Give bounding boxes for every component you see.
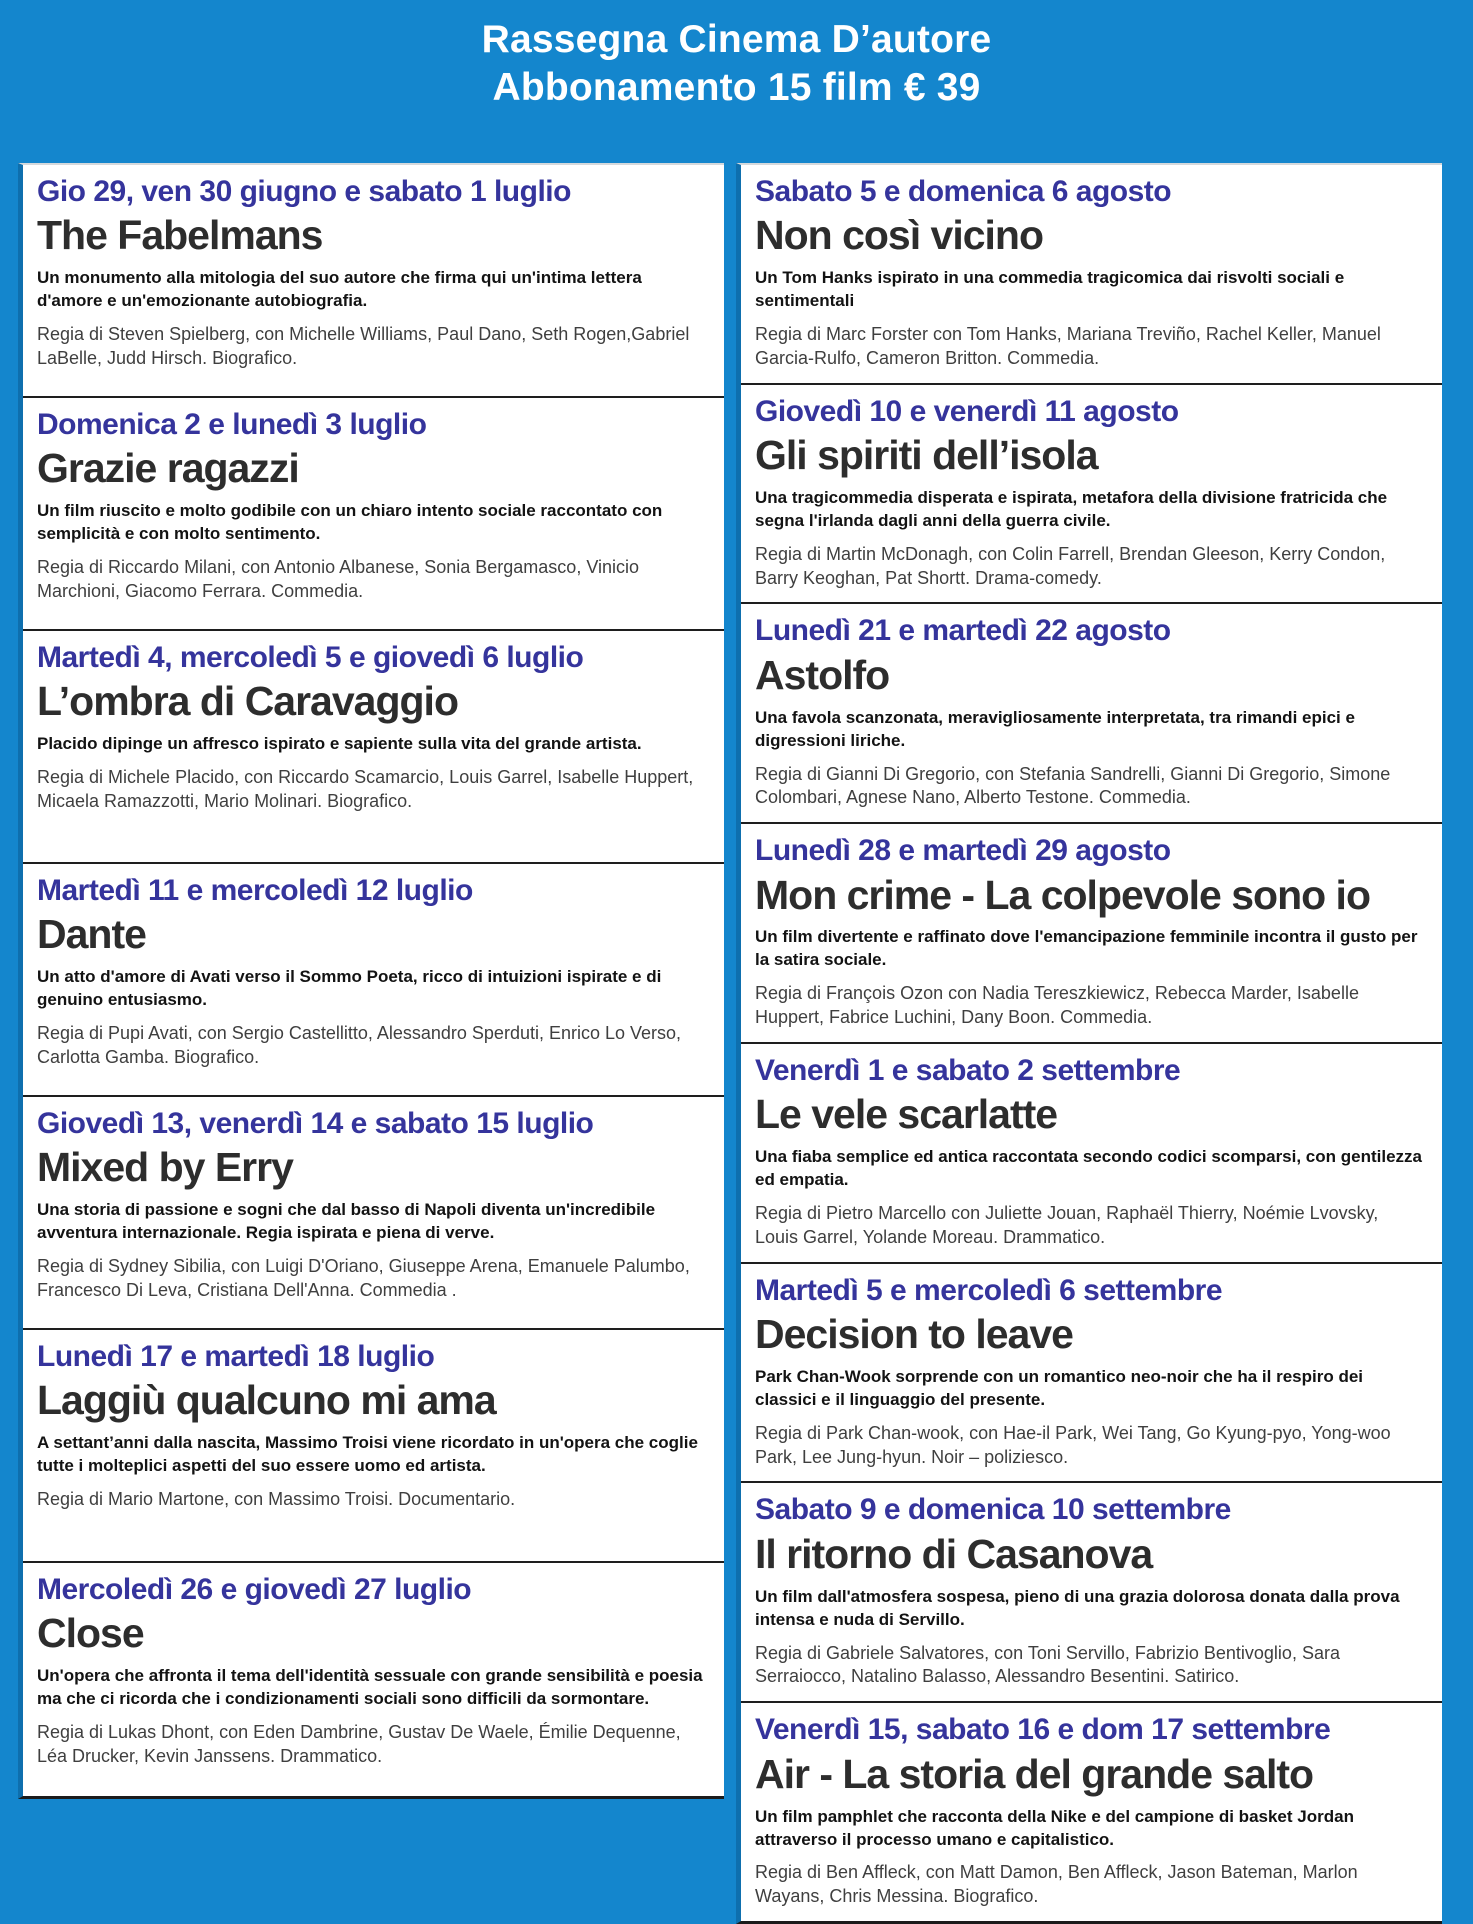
- film-description: Un film dall'atmosfera sospesa, pieno di una grazia dolorosa donata dalla prova intensa e nuda di Servillo.: [755, 1586, 1400, 1629]
- film-date-heading: Lunedì 17 e martedì 18 luglio: [37, 1339, 435, 1373]
- film-description: Una fiaba semplice ed antica raccontata secondo codici scomparsi, con gentilezza ed empatia.: [755, 1147, 1422, 1190]
- film-card: [23, 1563, 724, 1796]
- film-date-heading: Sabato 5 e domenica 6 agosto: [755, 174, 1172, 208]
- film-credits: Regia di François Ozon con Nadia Tereszkiewicz, Rebecca Marder, Isabelle Huppert, Fabrice Luchini, Dany Boon. Commedia.: [755, 983, 1359, 1028]
- film-credits: Regia di Martin McDonagh, con Colin Farrell, Brendan Gleeson, Kerry Condon, Barry Keoghan, Pat Shortt. Drama-comedy.: [755, 543, 1386, 588]
- film-credits: Regia di Sydney Sibilia, con Luigi D'Oriano, Giuseppe Arena, Emanuele Palumbo, Francesco Di Leva, Cristiana Dell'Anna. Commedia .: [37, 1256, 690, 1300]
- film-columns: [18, 163, 1442, 1924]
- film-description: Un monumento alla mitologia del suo autore che firma qui un'intima lettera d'amore e un'emozionante autobiografia.: [37, 268, 642, 311]
- film-title: Mon crime - La colpevole sono io: [755, 871, 1370, 918]
- film-date-heading: Giovedì 13, venerdì 14 e sabato 15 luglio: [37, 1106, 594, 1140]
- film-title: Laggiù qualcuno mi ama: [37, 1377, 496, 1424]
- page-title: [0, 0, 1473, 113]
- film-column-right: [736, 163, 1442, 1924]
- masthead-title-line1: Rassegna Cinema D’autore: [481, 18, 992, 61]
- film-description: Una storia di passione e sogni che dal basso di Napoli diventa un'incredibile avventura internazionale. Regia ispirata e piena di verve.: [37, 1200, 656, 1243]
- film-credits: Regia di Gabriele Salvatores, con Toni Servillo, Fabrizio Bentivoglio, Sara Serraiocco, Natalino Balasso, Alessandro Besentini. Satirico.: [755, 1642, 1340, 1687]
- film-credits: Regia di Michele Placido, con Riccardo Scamarcio, Louis Garrel, Isabelle Huppert, Micaela Ramazzotti, Mario Molinari. Biografico.: [37, 767, 694, 811]
- film-date-heading: Mercoledì 26 e giovedì 27 luglio: [37, 1572, 472, 1606]
- film-description: Una tragicommedia disperata e ispirata, metafora della divisione fratricida che segna l'irlanda dagli anni della guerra civile.: [755, 487, 1388, 530]
- film-column-left: [18, 163, 724, 1799]
- film-title: Astolfo: [755, 651, 890, 698]
- film-date-heading: Domenica 2 e lunedì 3 luglio: [37, 407, 427, 441]
- film-card: [23, 1097, 724, 1330]
- film-date-heading: Lunedì 28 e martedì 29 agosto: [755, 834, 1171, 868]
- film-title: Gli spiriti dell’isola: [755, 432, 1098, 478]
- film-date-heading: Sabato 9 e domenica 10 settembre: [755, 1493, 1231, 1527]
- film-description: Un film riuscito e molto godibile con un chiaro intento sociale raccontato con semplicità e con molto sentimento.: [37, 501, 663, 544]
- film-date-heading: Martedì 4, mercoledì 5 e giovedì 6 luglio: [37, 640, 584, 674]
- film-description: Una favola scanzonata, meravigliosamente interpretata, tra rimandi epici e digressioni liriche.: [755, 707, 1355, 750]
- film-title: Grazie ragazzi: [37, 445, 299, 492]
- film-card: [741, 824, 1442, 1044]
- film-card: [741, 1044, 1442, 1264]
- film-credits: Regia di Mario Martone, con Massimo Troisi. Documentario.: [37, 1489, 516, 1509]
- film-title: L’ombra di Caravaggio: [37, 678, 458, 725]
- film-title: The Fabelmans: [37, 212, 323, 259]
- film-title: Air - La storia del grande salto: [755, 1750, 1314, 1797]
- film-date-heading: Gio 29, ven 30 giugno e sabato 1 luglio: [37, 174, 571, 208]
- film-credits: Regia di Lukas Dhont, con Eden Dambrine, Gustav De Waele, Émilie Dequenne, Léa Drucker, Kevin Janssens. Drammatico.: [37, 1722, 681, 1766]
- film-card: [23, 165, 724, 398]
- film-title: Le vele scarlatte: [755, 1091, 1058, 1138]
- film-date-heading: Martedì 11 e mercoledì 12 luglio: [37, 873, 473, 907]
- film-description: Un Tom Hanks ispirato in una commedia tragicomica dai risvolti sociali e sentimentali: [755, 268, 1345, 311]
- film-card: [23, 398, 724, 631]
- film-card: [741, 165, 1442, 385]
- film-card: [741, 604, 1442, 824]
- film-description: Un film divertente e raffinato dove l'emancipazione femminile incontra il gusto per la satira sociale.: [755, 927, 1418, 970]
- film-title: Non così vicino: [755, 212, 1043, 259]
- film-date-heading: Venerdì 1 e sabato 2 settembre: [755, 1053, 1181, 1087]
- film-card: [741, 385, 1442, 605]
- film-description: A settant’anni dalla nascita, Massimo Troisi viene ricordato in un'opera che coglie tutte i molteplici aspetti del suo essere uomo ed artista.: [37, 1433, 698, 1476]
- film-credits: Regia di Steven Spielberg, con Michelle Williams, Paul Dano, Seth Rogen,Gabriel LaBelle, Judd Hirsch. Biografico.: [37, 324, 690, 368]
- film-description: Un film pamphlet che racconta della Nike e del campione di basket Jordan attraverso il processo umano e capitalistico.: [755, 1806, 1354, 1849]
- masthead-title-line2: Abbonamento 15 film € 39: [492, 66, 981, 110]
- film-description: Park Chan-Wook sorprende con un romantico neo-noir che ha il respiro dei classici e il linguaggio del presente.: [755, 1367, 1364, 1409]
- film-title: Dante: [37, 911, 146, 958]
- film-description: Un atto d'amore di Avati verso il Sommo Poeta, ricco di intuizioni ispirate e di genuino entusiasmo.: [37, 967, 662, 1010]
- film-card: [23, 864, 724, 1097]
- film-credits: Regia di Riccardo Milani, con Antonio Albanese, Sonia Bergamasco, Vinicio Marchioni, Giacomo Ferrara. Commedia.: [37, 557, 640, 601]
- film-title: Close: [37, 1610, 144, 1657]
- film-credits: Regia di Park Chan-wook, con Hae-il Park, Wei Tang, Go Kyung-pyo, Yong-woo Park, Lee Jung-hyun. Noir – poliziesco.: [755, 1422, 1391, 1467]
- film-credits: Regia di Pupi Avati, con Sergio Castellitto, Alessandro Sperduti, Enrico Lo Verso, Carlotta Gamba. Biografico.: [37, 1023, 682, 1067]
- film-date-heading: Venerdì 15, sabato 16 e dom 17 settembre: [755, 1713, 1331, 1747]
- film-date-heading: Martedì 5 e mercoledì 6 settembre: [755, 1273, 1223, 1307]
- film-credits: Regia di Marc Forster con Tom Hanks, Mariana Treviño, Rachel Keller, Manuel Garcia-Rulfo, Cameron Britton. Commedia.: [755, 324, 1381, 368]
- film-credits: Regia di Ben Affleck, con Matt Damon, Ben Affleck, Jason Bateman, Marlon Wayans, Chris Messina. Biografico.: [755, 1862, 1358, 1907]
- film-title: Decision to leave: [755, 1311, 1073, 1358]
- film-title: Mixed by Erry: [37, 1144, 293, 1191]
- film-description: Placido dipinge un affresco ispirato e sapiente sulla vita del grande artista.: [37, 734, 642, 754]
- film-date-heading: Giovedì 10 e venerdì 11 agosto: [755, 394, 1179, 428]
- film-date-heading: Lunedì 21 e martedì 22 agosto: [755, 614, 1171, 648]
- film-credits: Regia di Pietro Marcello con Juliette Jouan, Raphaël Thierry, Noémie Lvovsky, Louis Garrel, Yolande Moreau. Drammatico.: [755, 1203, 1379, 1247]
- film-card: [741, 1264, 1442, 1484]
- film-card: [741, 1703, 1442, 1921]
- film-title: Il ritorno di Casanova: [755, 1530, 1153, 1577]
- film-credits: Regia di Gianni Di Gregorio, con Stefania Sandrelli, Gianni Di Gregorio, Simone Colombari, Agnese Nano, Alberto Testone. Commedia.: [755, 763, 1391, 808]
- film-card: [23, 1330, 724, 1563]
- film-description: Un'opera che affronta il tema dell'identità sessuale con grande sensibilità e poesia ma che ci ricorda che i condizionamenti sociali sono difficili da sormontare.: [37, 1666, 703, 1709]
- film-card: [23, 631, 724, 864]
- film-card: [741, 1483, 1442, 1703]
